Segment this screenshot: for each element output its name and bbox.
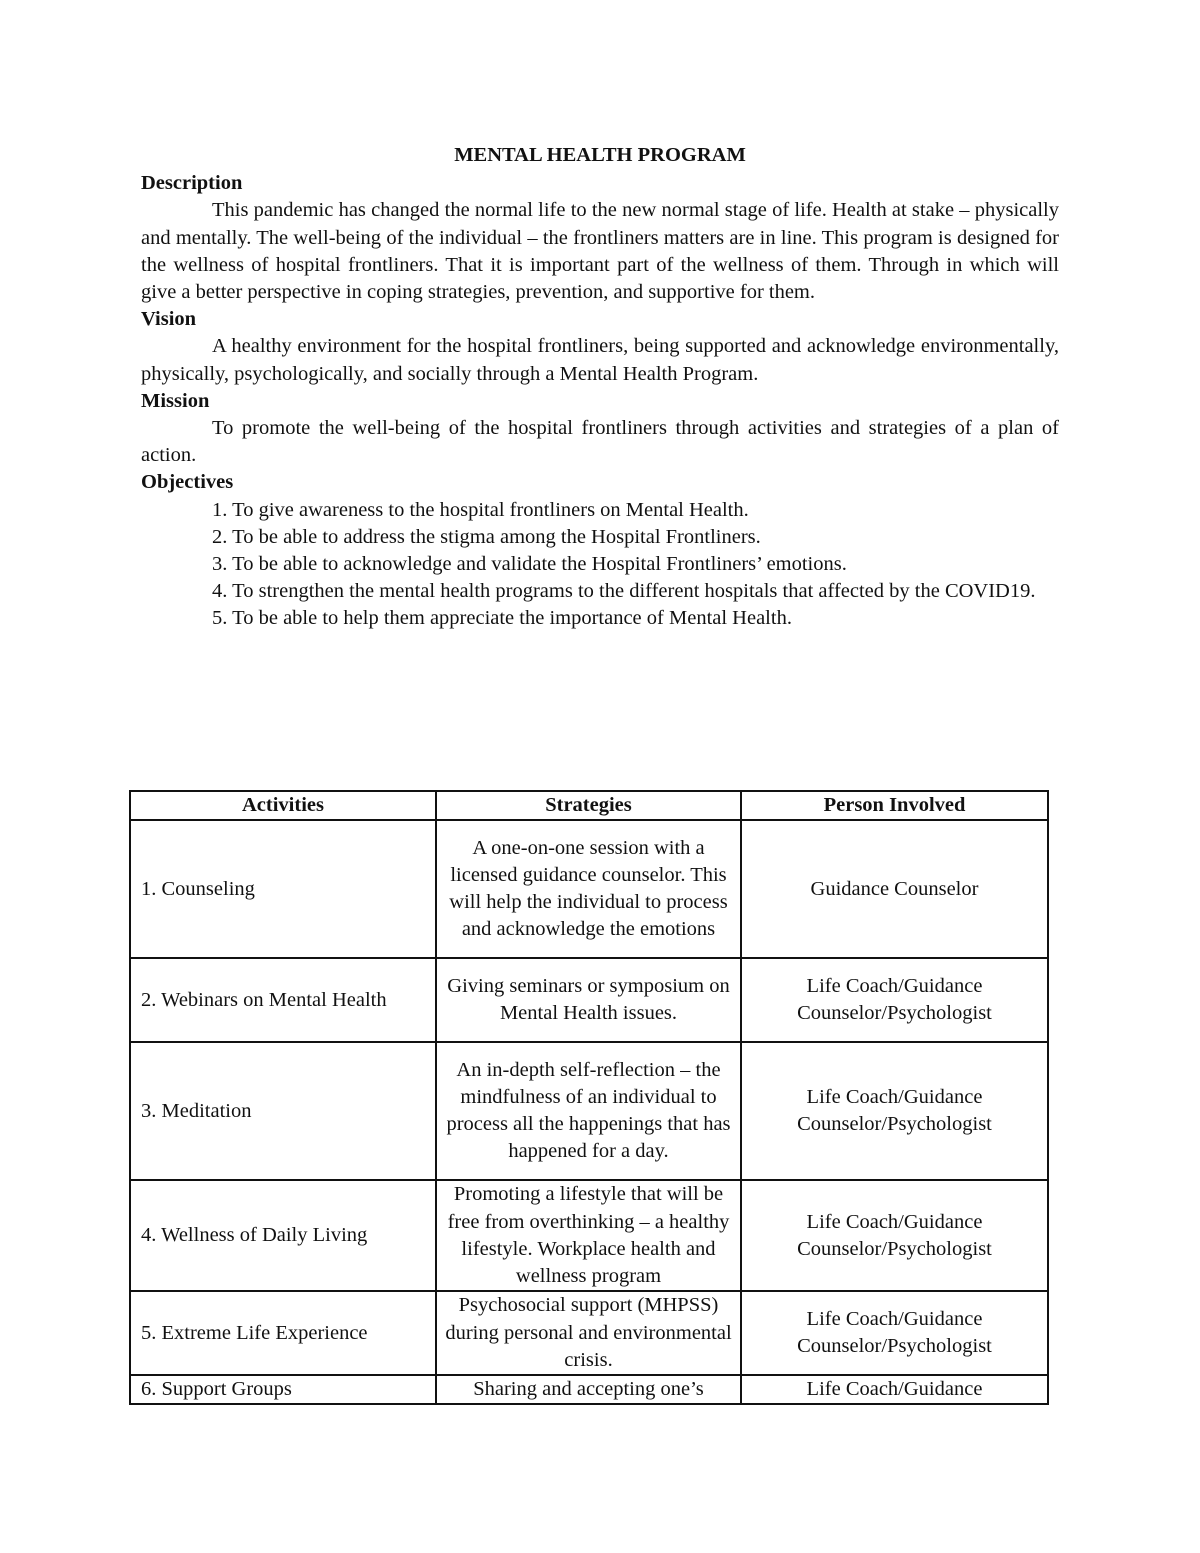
strategy-cell: Giving seminars or symposium on Mental Health issues. bbox=[436, 958, 741, 1042]
table-row bbox=[130, 820, 1048, 958]
person-cell: Life Coach/Guidance Counselor/Psychologist bbox=[741, 1291, 1048, 1375]
objectives-list bbox=[141, 497, 1059, 633]
objectives-heading: Objectives bbox=[141, 471, 234, 494]
description-heading: Description bbox=[141, 172, 243, 195]
table-row bbox=[130, 1291, 1048, 1375]
strategy-cell: A one-on-one session with a licensed guidance counselor. This will help the individual to process and acknowledge the emotions bbox=[436, 820, 741, 958]
activity-cell: 2. Webinars on Mental Health bbox=[130, 958, 436, 1042]
header-activities: Activities bbox=[130, 791, 436, 820]
mission-heading: Mission bbox=[141, 389, 210, 412]
activity-cell: 4. Wellness of Daily Living bbox=[130, 1180, 436, 1291]
vision-heading: Vision bbox=[141, 308, 197, 331]
person-cell: Life Coach/Guidance Counselor/Psychologist bbox=[741, 1042, 1048, 1180]
table-header-row bbox=[130, 791, 1048, 820]
mission-text: To promote the well-being of the hospital frontliners through activities and strategies of a plan of action. bbox=[141, 417, 1059, 467]
strategy-cell: An in-depth self-reflection – the mindfulness of an individual to process all the happenings that has happened for a day. bbox=[436, 1042, 741, 1180]
person-cell: Life Coach/Guidance bbox=[741, 1375, 1048, 1404]
document-body bbox=[141, 142, 1059, 633]
person-cell: Life Coach/Guidance Counselor/Psychologist bbox=[741, 958, 1048, 1042]
objective-item: 1. To give awareness to the hospital frontliners on Mental Health. bbox=[212, 498, 749, 521]
person-cell: Guidance Counselor bbox=[741, 820, 1048, 958]
table-row bbox=[130, 958, 1048, 1042]
activity-cell: 1. Counseling bbox=[130, 820, 436, 958]
activity-cell: 6. Support Groups bbox=[130, 1375, 436, 1404]
document-title: MENTAL HEALTH PROGRAM bbox=[454, 144, 746, 166]
person-cell: Life Coach/Guidance Counselor/Psychologist bbox=[741, 1180, 1048, 1291]
strategy-cell: Psychosocial support (MHPSS) during personal and environmental crisis. bbox=[436, 1291, 741, 1375]
table-row bbox=[130, 1375, 1048, 1404]
objective-item: 2. To be able to address the stigma among the Hospital Frontliners. bbox=[212, 525, 761, 548]
objective-item: 3. To be able to acknowledge and validate the Hospital Frontliners’ emotions. bbox=[212, 553, 847, 576]
objective-item: 5. To be able to help them appreciate the importance of Mental Health. bbox=[212, 607, 792, 630]
strategy-cell: Sharing and accepting one’s bbox=[436, 1375, 741, 1404]
activities-table bbox=[129, 790, 1049, 1405]
activity-cell: 5. Extreme Life Experience bbox=[130, 1291, 436, 1375]
header-strategies: Strategies bbox=[436, 791, 741, 820]
objective-item: 4. To strengthen the mental health programs to the different hospitals that affected by the COVID19. bbox=[212, 580, 1036, 603]
activity-cell: 3. Meditation bbox=[130, 1042, 436, 1180]
description-text: This pandemic has changed the normal life to the new normal stage of life. Health at stake – physically and mentally. The well-being of the individual – the frontliners matters are in line. This program is designed for the wellness of hospital frontliners. That it is important part of the wellness of them. Through in which will give a better perspective in coping strategies, prevention, and supportive for them. bbox=[141, 199, 1059, 304]
table-row bbox=[130, 1180, 1048, 1291]
vision-text: A healthy environment for the hospital frontliners, being supported and acknowledge environmentally, physically, psychologically, and socially through a Mental Health Program. bbox=[141, 335, 1059, 385]
header-person-involved: Person Involved bbox=[741, 791, 1048, 820]
table-row bbox=[130, 1042, 1048, 1180]
strategy-cell: Promoting a lifestyle that will be free from overthinking – a healthy lifestyle. Workplace health and wellness program bbox=[436, 1180, 741, 1291]
